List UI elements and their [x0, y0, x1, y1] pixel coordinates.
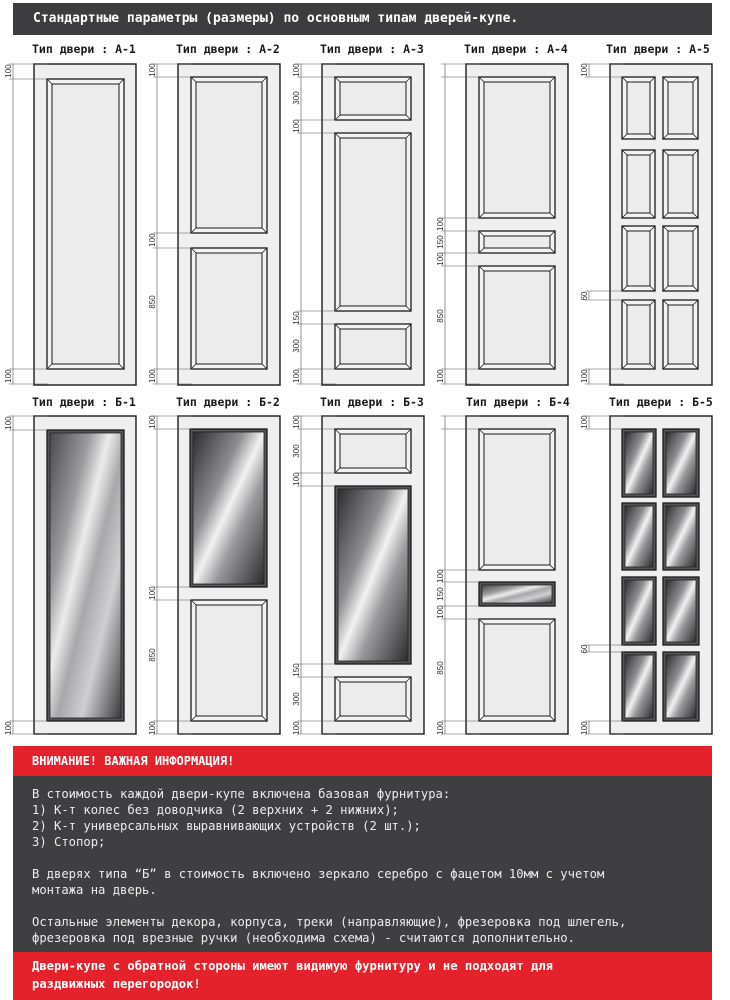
dimension-value: 850 — [148, 648, 157, 662]
dimension-value: 100 — [148, 63, 157, 77]
warning-banner — [13, 952, 712, 1000]
door-panel-inner — [627, 155, 650, 213]
info-line: 1) К-т колес без доводчика (2 верхних + 2 нижних); — [32, 803, 399, 817]
door-panel-inner — [196, 605, 262, 716]
dimension-value: 100 — [436, 721, 445, 735]
door-panel-inner — [484, 271, 550, 364]
dimension-value: 100 — [292, 369, 301, 383]
dimension-value: 60 — [580, 644, 589, 654]
info-panel — [13, 746, 712, 1000]
dimension-value: 150 — [436, 235, 445, 249]
dimension-value: 100 — [292, 63, 301, 77]
dimension-value: 100 — [4, 64, 13, 78]
dimension-value: 150 — [292, 663, 301, 677]
dimension-value: 100 — [4, 369, 13, 383]
dimension-value: 100 — [436, 369, 445, 383]
dimension-value: 850 — [148, 295, 157, 309]
dimension-value: 850 — [436, 309, 445, 323]
dimension-value: 100 — [148, 369, 157, 383]
mirror-glass — [482, 585, 552, 603]
door-label-a4: Тип двери : А-4 — [464, 42, 568, 56]
info-text — [32, 786, 707, 946]
dimension-value: 100 — [148, 586, 157, 600]
dimension-value: 100 — [292, 472, 301, 486]
dimension-value: 100 — [4, 416, 13, 430]
door-label-b4: Тип двери : Б-4 — [466, 395, 570, 409]
mirror-glass — [666, 655, 696, 718]
door-panel-inner — [484, 236, 550, 248]
dimension-value: 100 — [148, 721, 157, 735]
door-panel-inner — [340, 434, 406, 468]
door-label-b5: Тип двери : Б-5 — [609, 395, 713, 409]
info-line: монтажа на дверь. — [32, 883, 157, 897]
dimension-value: 300 — [292, 339, 301, 353]
dimension-value: 100 — [436, 252, 445, 266]
page-title: Стандартные параметры (размеры) по основным типам дверей-купе. — [33, 11, 519, 26]
dimension-value: 100 — [292, 119, 301, 133]
door-panel-inner — [340, 682, 406, 716]
door-panel-inner — [668, 82, 693, 134]
door-panel-inner — [52, 84, 119, 364]
dimension-value: 300 — [292, 91, 301, 105]
mirror-glass — [193, 432, 264, 584]
dimension-value: 100 — [292, 721, 301, 735]
mirror-glass — [625, 655, 653, 718]
dimension-value: 100 — [436, 605, 445, 619]
door-panel-inner — [340, 329, 406, 364]
dimension-value: 100 — [580, 369, 589, 383]
mirror-glass — [338, 489, 408, 661]
dimension-value: 300 — [292, 444, 301, 458]
info-line: В дверях типа “Б” в стоимость включено зеркало серебро с фацетом 10мм с учетом — [32, 867, 605, 881]
door-panel-inner — [668, 305, 693, 364]
door-panel-inner — [340, 138, 406, 306]
mirror-glass — [666, 580, 696, 642]
dimension-value: 100 — [580, 415, 589, 429]
dimension-value: 100 — [436, 217, 445, 231]
attention-banner: ВНИМАНИЕ! ВАЖНАЯ ИНФОРМАЦИЯ! — [13, 746, 712, 776]
dimension-value: 100 — [580, 721, 589, 735]
info-line: 3) Стопор; — [32, 835, 106, 849]
door-label-a5: Тип двери : А-5 — [606, 42, 710, 56]
door-panel-inner — [627, 231, 650, 286]
dimension-value: 100 — [4, 721, 13, 735]
mirror-glass — [625, 580, 653, 642]
door-panel-inner — [484, 434, 550, 565]
door-panel-inner — [484, 624, 550, 716]
dimension-value: 150 — [292, 311, 301, 325]
door-label-a2: Тип двери : А-2 — [176, 42, 280, 56]
dimension-value: 100 — [580, 63, 589, 77]
door-panel-inner — [196, 253, 262, 364]
door-label-a3: Тип двери : А-3 — [320, 42, 424, 56]
warning-line: раздвижных перегородок! — [32, 977, 201, 991]
warning-line: Двери-купе с обратной стороны имеют видимую фурнитуру и не подходят для — [32, 959, 553, 973]
mirror-glass — [625, 432, 653, 494]
dimension-value: 60 — [580, 291, 589, 301]
dimension-value: 300 — [292, 692, 301, 706]
info-line: В стоимость каждой двери-купе включена базовая фурнитура: — [32, 787, 451, 801]
door-panel-inner — [627, 305, 650, 364]
door-label-b1: Тип двери : Б-1 — [32, 395, 136, 409]
info-line: фрезеровка под врезные ручки (необходима схема) - считаются дополнительно. — [32, 931, 575, 945]
dimension-value: 100 — [436, 569, 445, 583]
info-line: Остальные элементы декора, корпуса, треки (направляющие), фрезеровка под шлегель, — [32, 915, 627, 929]
mirror-glass — [666, 432, 696, 494]
door-panel-inner — [668, 231, 693, 286]
mirror-glass — [666, 506, 696, 567]
mirror-glass — [625, 506, 653, 567]
door-panel-inner — [668, 155, 693, 213]
door-panel-inner — [340, 82, 406, 115]
door-label-b2: Тип двери : Б-2 — [176, 395, 280, 409]
info-line: 2) К-т универсальных выравнивающих устройств (2 шт.); — [32, 819, 421, 833]
mirror-glass — [50, 433, 121, 718]
door-panel-inner — [627, 82, 650, 134]
dimension-value: 150 — [436, 587, 445, 601]
dimension-value: 100 — [148, 233, 157, 247]
door-label-a1: Тип двери : А-1 — [32, 42, 136, 56]
door-label-b3: Тип двери : Б-3 — [320, 395, 424, 409]
dimension-value: 850 — [436, 661, 445, 675]
door-panel-inner — [196, 82, 262, 228]
dimension-value: 100 — [148, 415, 157, 429]
dimension-value: 100 — [292, 415, 301, 429]
door-panel-inner — [484, 82, 550, 213]
